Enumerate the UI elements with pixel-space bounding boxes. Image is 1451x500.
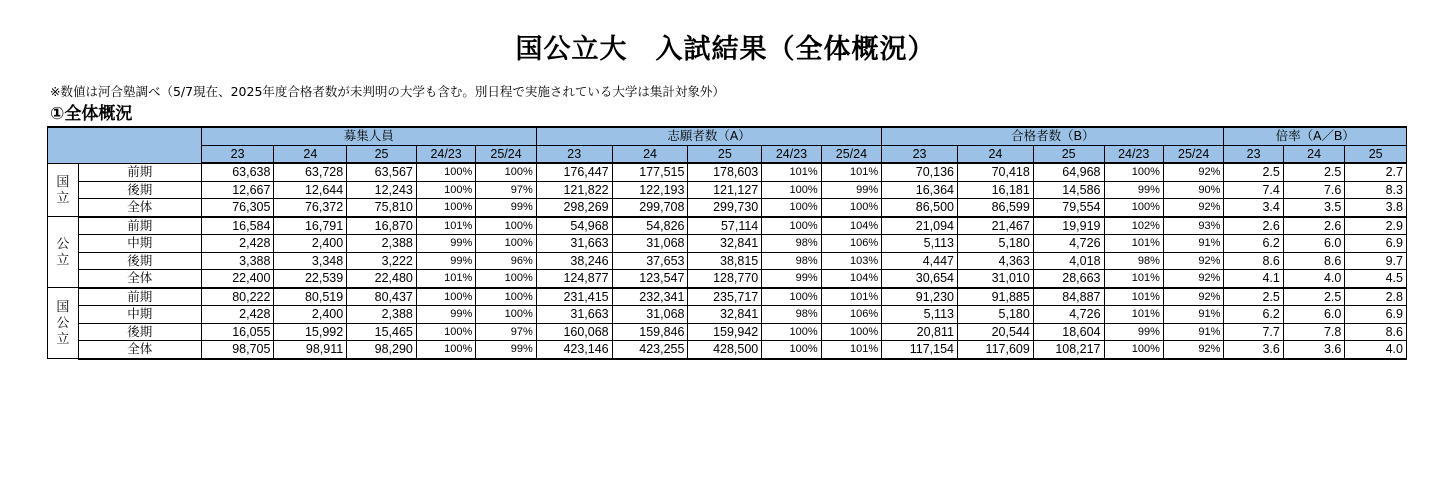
data-cell: 4,726: [1033, 306, 1104, 324]
data-cell: 22,480: [347, 270, 417, 288]
data-cell: 117,154: [882, 341, 958, 359]
data-cell: 100%: [1104, 199, 1163, 217]
header-sub-cell: 24: [1283, 145, 1344, 163]
data-cell: 2,428: [201, 235, 274, 253]
term-label: 中期: [78, 306, 201, 324]
data-cell: 100%: [762, 181, 821, 199]
data-cell: 4,447: [882, 252, 958, 270]
data-cell: 6.2: [1224, 235, 1283, 253]
data-cell: 8.6: [1224, 252, 1283, 270]
data-cell: 98,705: [201, 341, 274, 359]
data-cell: 57,114: [688, 217, 762, 235]
data-cell: 2.9: [1345, 217, 1407, 235]
data-cell: 92%: [1163, 288, 1223, 306]
data-cell: 92%: [1163, 252, 1223, 270]
data-cell: 93%: [1163, 217, 1223, 235]
data-cell: 3.6: [1224, 341, 1283, 359]
data-cell: 97%: [476, 181, 537, 199]
term-label: 前期: [78, 217, 201, 235]
header-sub-cell: 24/23: [762, 145, 821, 163]
data-cell: 98,290: [347, 341, 417, 359]
header-group-row: [48, 127, 1407, 145]
data-cell: 98%: [762, 306, 821, 324]
data-cell: 178,603: [688, 163, 762, 181]
data-cell: 101%: [1104, 288, 1163, 306]
data-cell: 100%: [762, 199, 821, 217]
data-cell: 92%: [1163, 163, 1223, 181]
data-cell: 98,911: [274, 341, 347, 359]
data-cell: 231,415: [536, 288, 612, 306]
data-cell: 100%: [476, 235, 537, 253]
data-cell: 100%: [821, 199, 881, 217]
data-cell: 99%: [476, 341, 537, 359]
data-cell: 31,663: [536, 306, 612, 324]
data-cell: 31,663: [536, 235, 612, 253]
data-cell: 22,400: [201, 270, 274, 288]
data-cell: 63,638: [201, 163, 274, 181]
data-cell: 16,055: [201, 323, 274, 341]
data-cell: 14,586: [1033, 181, 1104, 199]
data-cell: 101%: [821, 341, 881, 359]
data-cell: 86,599: [957, 199, 1033, 217]
data-cell: 101%: [821, 288, 881, 306]
data-cell: 38,815: [688, 252, 762, 270]
group-label: [48, 163, 79, 217]
data-cell: 16,364: [882, 181, 958, 199]
header-sub-cell: 23: [1224, 145, 1283, 163]
data-cell: 3.4: [1224, 199, 1283, 217]
data-cell: 99%: [762, 270, 821, 288]
data-cell: 121,127: [688, 181, 762, 199]
data-cell: 22,539: [274, 270, 347, 288]
data-cell: 123,547: [612, 270, 688, 288]
header-sub-cell: 23: [201, 145, 274, 163]
data-cell: 6.9: [1345, 235, 1407, 253]
header-sub-cell: 25/24: [476, 145, 537, 163]
group-label-char: 国: [56, 173, 70, 189]
data-cell: 232,341: [612, 288, 688, 306]
table-row: [48, 306, 1407, 324]
header-sub-cell: 25/24: [821, 145, 881, 163]
term-label: 全体: [78, 270, 201, 288]
data-cell: 75,810: [347, 199, 417, 217]
header-sub-row: [48, 145, 1407, 163]
data-cell: 80,437: [347, 288, 417, 306]
data-cell: 101%: [762, 163, 821, 181]
section-heading: ①全体概況: [50, 104, 133, 124]
group-label-char: 国: [56, 299, 70, 314]
data-cell: 101%: [1104, 270, 1163, 288]
header-sub-cell: 23: [536, 145, 612, 163]
data-cell: 100%: [416, 288, 475, 306]
header-group-1: 志願者数（A）: [536, 127, 881, 145]
data-cell: 106%: [821, 306, 881, 324]
data-cell: 2.6: [1224, 217, 1283, 235]
data-cell: 86,500: [882, 199, 958, 217]
table-row: [48, 217, 1407, 235]
data-cell: 7.4: [1224, 181, 1283, 199]
data-cell: 21,094: [882, 217, 958, 235]
data-cell: 299,730: [688, 199, 762, 217]
data-cell: 70,136: [882, 163, 958, 181]
data-cell: 2.5: [1224, 163, 1283, 181]
data-cell: 84,887: [1033, 288, 1104, 306]
data-cell: 2,388: [347, 306, 417, 324]
data-cell: 6.0: [1283, 235, 1344, 253]
group-label-char: 立: [56, 331, 70, 346]
header-sub-cell: 25: [688, 145, 762, 163]
term-label: 後期: [78, 252, 201, 270]
header-sub-cell: 25: [1033, 145, 1104, 163]
group-label-char: 立: [56, 252, 70, 267]
term-label: 全体: [78, 199, 201, 217]
data-cell: 160,068: [536, 323, 612, 341]
term-label: 中期: [78, 235, 201, 253]
data-cell: 6.0: [1283, 306, 1344, 324]
data-cell: 16,181: [957, 181, 1033, 199]
results-table: [47, 126, 1407, 360]
data-cell: 18,604: [1033, 323, 1104, 341]
data-cell: 100%: [416, 199, 475, 217]
data-cell: 100%: [762, 323, 821, 341]
data-cell: 5,113: [882, 306, 958, 324]
data-cell: 92%: [1163, 199, 1223, 217]
data-cell: 4.5: [1345, 270, 1407, 288]
data-cell: 6.9: [1345, 306, 1407, 324]
data-cell: 101%: [416, 217, 475, 235]
group-label-char: 立: [56, 189, 70, 205]
header-sub-cell: 24/23: [1104, 145, 1163, 163]
data-cell: 20,811: [882, 323, 958, 341]
data-cell: 70,418: [957, 163, 1033, 181]
data-cell: 76,372: [274, 199, 347, 217]
header-sub-cell: 25: [1345, 145, 1407, 163]
data-cell: 2,400: [274, 235, 347, 253]
data-cell: 96%: [476, 252, 537, 270]
page-title: 国公立大 入試結果（全体概況）: [515, 34, 936, 65]
data-cell: 299,708: [612, 199, 688, 217]
data-cell: 30,654: [882, 270, 958, 288]
data-cell: 103%: [821, 252, 881, 270]
data-cell: 15,465: [347, 323, 417, 341]
data-cell: 176,447: [536, 163, 612, 181]
data-cell: 177,515: [612, 163, 688, 181]
data-cell: 99%: [1104, 181, 1163, 199]
data-cell: 100%: [476, 217, 537, 235]
header-sub-cell: 24: [612, 145, 688, 163]
data-cell: 99%: [476, 199, 537, 217]
data-cell: 92%: [1163, 341, 1223, 359]
data-cell: 99%: [416, 306, 475, 324]
data-cell: 37,653: [612, 252, 688, 270]
data-cell: 91,230: [882, 288, 958, 306]
data-cell: 12,644: [274, 181, 347, 199]
data-cell: 91%: [1163, 235, 1223, 253]
term-label: 後期: [78, 323, 201, 341]
data-cell: 90%: [1163, 181, 1223, 199]
data-cell: 2.8: [1345, 288, 1407, 306]
data-cell: 8.6: [1283, 252, 1344, 270]
data-cell: 21,467: [957, 217, 1033, 235]
table-row: [48, 181, 1407, 199]
data-cell: 101%: [1104, 306, 1163, 324]
data-cell: 100%: [476, 288, 537, 306]
data-cell: 76,305: [201, 199, 274, 217]
data-cell: 80,222: [201, 288, 274, 306]
data-cell: 19,919: [1033, 217, 1104, 235]
data-cell: 4,018: [1033, 252, 1104, 270]
data-cell: 79,554: [1033, 199, 1104, 217]
group-label-char: 公: [56, 315, 70, 330]
header-sub-cell: 24/23: [416, 145, 475, 163]
data-cell: 4.0: [1345, 341, 1407, 359]
data-cell: 64,968: [1033, 163, 1104, 181]
data-cell: 5,113: [882, 235, 958, 253]
data-cell: 8.3: [1345, 181, 1407, 199]
term-label: 前期: [78, 288, 201, 306]
data-cell: 100%: [762, 217, 821, 235]
data-cell: 101%: [416, 270, 475, 288]
header-sub-cell: 23: [882, 145, 958, 163]
data-cell: 4,726: [1033, 235, 1104, 253]
data-cell: 91%: [1163, 323, 1223, 341]
data-cell: 3.8: [1345, 199, 1407, 217]
data-cell: 128,770: [688, 270, 762, 288]
data-cell: 2.6: [1283, 217, 1344, 235]
data-cell: 101%: [1104, 235, 1163, 253]
header-corner: [48, 127, 202, 163]
data-cell: 99%: [416, 235, 475, 253]
table-row: [48, 163, 1407, 181]
data-cell: 298,269: [536, 199, 612, 217]
data-cell: 2,388: [347, 235, 417, 253]
data-cell: 100%: [821, 323, 881, 341]
data-cell: 2.7: [1345, 163, 1407, 181]
group-label: [48, 288, 79, 359]
data-cell: 100%: [416, 163, 475, 181]
data-cell: 54,826: [612, 217, 688, 235]
data-cell: 9.7: [1345, 252, 1407, 270]
data-cell: 3,388: [201, 252, 274, 270]
data-cell: 3,348: [274, 252, 347, 270]
data-cell: 2.5: [1283, 163, 1344, 181]
data-cell: 100%: [762, 288, 821, 306]
data-cell: 97%: [476, 323, 537, 341]
data-source-note: ※数値は河合塾調べ（5/7現在、2025年度合格者数が未判明の大学も含む。別日程で実施されている大学は集計対象外）: [50, 84, 725, 99]
data-cell: 100%: [416, 323, 475, 341]
data-cell: 99%: [1104, 323, 1163, 341]
data-cell: 2,428: [201, 306, 274, 324]
table-row: [48, 252, 1407, 270]
data-cell: 16,870: [347, 217, 417, 235]
data-cell: 100%: [476, 270, 537, 288]
data-cell: 31,068: [612, 235, 688, 253]
header-group-3: 倍率（A／B）: [1224, 127, 1407, 145]
data-cell: 4.1: [1224, 270, 1283, 288]
data-cell: 8.6: [1345, 323, 1407, 341]
data-cell: 28,663: [1033, 270, 1104, 288]
data-cell: 2.5: [1283, 288, 1344, 306]
data-cell: 100%: [476, 306, 537, 324]
data-cell: 3,222: [347, 252, 417, 270]
data-cell: 423,146: [536, 341, 612, 359]
table-row: [48, 288, 1407, 306]
data-cell: 2.5: [1224, 288, 1283, 306]
header-sub-cell: 24: [957, 145, 1033, 163]
data-cell: 7.8: [1283, 323, 1344, 341]
data-cell: 3.5: [1283, 199, 1344, 217]
data-cell: 117,609: [957, 341, 1033, 359]
data-cell: 63,567: [347, 163, 417, 181]
table-row: [48, 341, 1407, 359]
data-cell: 31,068: [612, 306, 688, 324]
data-cell: 4.0: [1283, 270, 1344, 288]
data-cell: 100%: [416, 181, 475, 199]
data-cell: 98%: [762, 252, 821, 270]
data-cell: 104%: [821, 217, 881, 235]
data-cell: 80,519: [274, 288, 347, 306]
data-cell: 92%: [1163, 270, 1223, 288]
data-cell: 3.6: [1283, 341, 1344, 359]
table-row: [48, 270, 1407, 288]
data-cell: 5,180: [957, 306, 1033, 324]
data-cell: 31,010: [957, 270, 1033, 288]
data-cell: 159,942: [688, 323, 762, 341]
data-cell: 16,791: [274, 217, 347, 235]
data-cell: 32,841: [688, 306, 762, 324]
data-cell: 32,841: [688, 235, 762, 253]
data-cell: 12,667: [201, 181, 274, 199]
data-cell: 98%: [762, 235, 821, 253]
data-cell: 100%: [1104, 163, 1163, 181]
group-label-char: 公: [56, 236, 70, 251]
data-cell: 100%: [1104, 341, 1163, 359]
data-cell: 38,246: [536, 252, 612, 270]
data-cell: 100%: [476, 163, 537, 181]
data-cell: 121,822: [536, 181, 612, 199]
data-cell: 7.7: [1224, 323, 1283, 341]
data-cell: 54,968: [536, 217, 612, 235]
data-cell: 91%: [1163, 306, 1223, 324]
data-cell: 124,877: [536, 270, 612, 288]
data-cell: 106%: [821, 235, 881, 253]
data-cell: 4,363: [957, 252, 1033, 270]
data-cell: 159,846: [612, 323, 688, 341]
data-cell: 6.2: [1224, 306, 1283, 324]
header-group-0: 募集人員: [201, 127, 536, 145]
data-cell: 98%: [1104, 252, 1163, 270]
table-header: [48, 127, 1407, 163]
table-row: [48, 323, 1407, 341]
header-sub-cell: 24: [274, 145, 347, 163]
data-cell: 63,728: [274, 163, 347, 181]
data-cell: 99%: [416, 252, 475, 270]
data-cell: 15,992: [274, 323, 347, 341]
table-row: [48, 199, 1407, 217]
data-cell: 91,885: [957, 288, 1033, 306]
header-group-2: 合格者数（B）: [882, 127, 1224, 145]
data-cell: 99%: [821, 181, 881, 199]
data-cell: 5,180: [957, 235, 1033, 253]
header-sub-cell: 25/24: [1163, 145, 1223, 163]
data-cell: 235,717: [688, 288, 762, 306]
data-cell: 428,500: [688, 341, 762, 359]
table-body: [48, 163, 1407, 359]
data-cell: 7.6: [1283, 181, 1344, 199]
table-row: [48, 235, 1407, 253]
data-cell: 104%: [821, 270, 881, 288]
data-cell: 16,584: [201, 217, 274, 235]
term-label: 後期: [78, 181, 201, 199]
term-label: 前期: [78, 163, 201, 181]
term-label: 全体: [78, 341, 201, 359]
data-cell: 12,243: [347, 181, 417, 199]
group-label: [48, 217, 79, 288]
data-cell: 100%: [762, 341, 821, 359]
header-sub-cell: 25: [347, 145, 417, 163]
data-cell: 102%: [1104, 217, 1163, 235]
data-cell: 101%: [821, 163, 881, 181]
data-cell: 122,193: [612, 181, 688, 199]
data-cell: 100%: [416, 341, 475, 359]
data-cell: 20,544: [957, 323, 1033, 341]
data-cell: 2,400: [274, 306, 347, 324]
data-cell: 423,255: [612, 341, 688, 359]
data-cell: 108,217: [1033, 341, 1104, 359]
